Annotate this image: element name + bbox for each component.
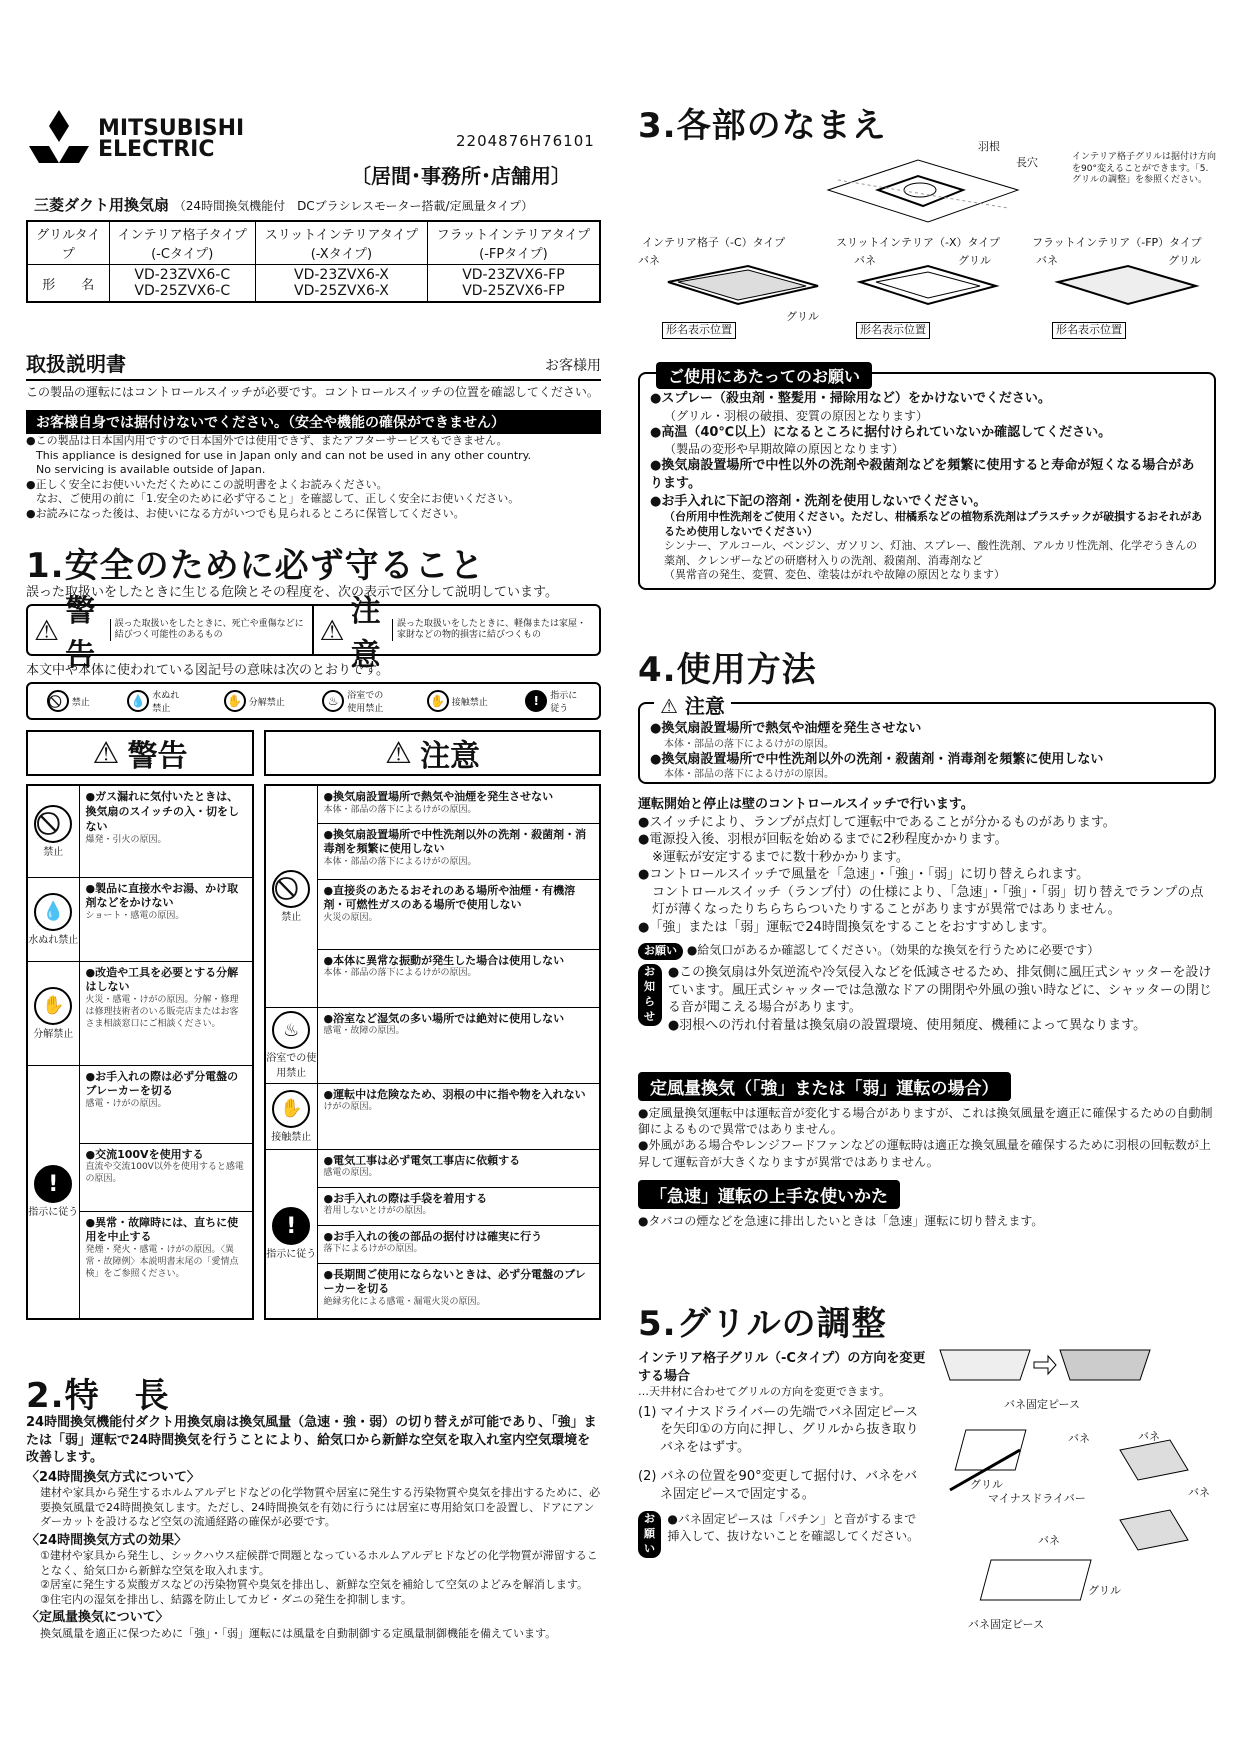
- s4-lead: 運転開始と停止は壁のコントロールスイッチで行います。: [638, 797, 974, 812]
- lbl-grill: グリル: [1088, 1584, 1121, 1597]
- label-wing: 羽根: [978, 140, 1000, 153]
- lbl-spring: バネ: [1188, 1486, 1210, 1499]
- s4-line: コントロールスイッチ（ランプ付）の仕様により、「急速」・「強」・「弱」切り替えでランプの点灯が薄くなったりちらちらついたりすることがありますが異常ではありません。: [652, 884, 1204, 918]
- req-line: シンナー、アルコール、ベンジン、ガソリン、灯油、スプレー、酸性洗剤、アルカリ性洗剤、化学ぞうきんの薬剤、クレンザーなどの研磨材入りの洗剤、殺菌剤、消毒剤など: [664, 539, 1198, 567]
- symbol-label: 分解禁止: [248, 697, 285, 708]
- spring-label: バネ: [638, 254, 660, 267]
- warning-sub: 直流や交流100V以外を使用すると感電の原因。: [85, 1162, 244, 1185]
- s4-caution-sub: 本体・部品の落下によるけがの原因。: [664, 769, 834, 781]
- s4-line: ●スイッチにより、ランプが点灯して運転中であることが分かるものがあります。: [638, 814, 1116, 830]
- s4-request: ●給気口があるか確認してください。（効果的な換気を行うために必要です）: [686, 943, 1100, 958]
- model-col2: スリットインテリアタイプ: [264, 228, 419, 243]
- lbl-spring: バネ: [1068, 1432, 1090, 1445]
- manual-for: お客様用: [545, 358, 601, 374]
- lbl-driver: マイナスドライバー: [988, 1492, 1086, 1505]
- type-x-label: スリットインテリア（-X）タイプ: [836, 236, 1000, 249]
- caution-text: ●浴室など湿気の多い場所では絶対に使用しない: [323, 1011, 565, 1025]
- caution-text: ●直接炎のあたるおそれのある場所や油煙・有機溶剤・可燃性ガスのある場所で使用しない: [323, 883, 576, 912]
- manual-line: なお、ご使用の前に「1.安全のために必ず守ること」を確認して、正しく安全にお使いください。: [36, 492, 520, 506]
- lbl-spring: バネ: [1138, 1430, 1160, 1443]
- s2-heading: 〈24時間換気方式の効果〉: [26, 1532, 188, 1548]
- model-col2b: (-Xタイプ): [310, 247, 373, 262]
- warning-header-icon: ⚠: [92, 735, 120, 771]
- s4-sub1-line: ●定風量換気運転中は運転音が変化する場合がありますが、これは換気風量を適正に確保するための自動制御によるもので異常ではありません。: [638, 1106, 1213, 1137]
- s4-sub1-title: 定風量換気（「強」または「弱」運転の場合）: [638, 1072, 1011, 1101]
- model-c2b: VD-25ZVX6-X: [294, 283, 389, 299]
- section5-title: 5.グリルの調整: [638, 1304, 887, 1344]
- row-icon-label: 接触禁止: [271, 1131, 312, 1143]
- caution-table: [264, 730, 601, 1320]
- plate-position: 形名表示位置: [856, 322, 930, 339]
- req-line: （台所用中性洗剤をご使用ください。ただし、柑橘系などの植物系洗剤はプラスチックが破損するおそれがあるため使用しないでください）: [664, 510, 1203, 538]
- req-line: ●スプレー（殺虫剤・整髪用・掃除用など）をかけないでください。: [650, 391, 1051, 406]
- model-c1a: VD-23ZVX6-C: [134, 267, 231, 283]
- s4-caution-text: ●換気扇設置場所で熱気や油煙を発生させない: [650, 721, 922, 736]
- req-line: （異常音の発生、変質、変色、塗装はがれや故障の原因となります）: [664, 568, 1005, 582]
- s2-paragraph: 24時間換気機能付ダクト用換気扇は換気風量（急速・強・弱）の切り替えが可能であり、「強」または「弱」運転で24時間換気を行うことにより、給気口から新鮮な空気を取入れ室内空気環境を改善します。: [26, 1415, 597, 1466]
- request-pill: お願い: [638, 943, 683, 960]
- s2-effect: ①建材や家具から発生し、シックハウス症候群で問題となっているホルムアルデヒドなどの化学物質が滞留することなく、給気口から新鮮な空気を取入れます。: [40, 1549, 598, 1577]
- req-line: （グリル・羽根の破損、変質の原因となります）: [664, 408, 929, 423]
- s5-body: [638, 1350, 928, 1558]
- caution-text: ●換気扇設置場所で熱気や油煙を発生させない: [323, 790, 554, 803]
- product-line: 三菱ダクト用換気扇: [34, 196, 170, 214]
- warning-text: ●交流100Vを使用する: [85, 1147, 204, 1161]
- no-bathroom-icon: ♨: [272, 1011, 310, 1049]
- caution-sub: 火災の原因。: [323, 913, 378, 924]
- prohibited-icon: [272, 870, 310, 908]
- symbol-label: 浴室での使用禁止: [347, 691, 384, 714]
- model-row-label: 形 名: [27, 265, 109, 303]
- s2-paragraph: 建材や家具から発生するホルムアルデヒドなどの化学物質や居室に発生する汚染物質や臭気を排出するために、必要換気風量で24時間換気します。ただし、24時間換気を有効に行うには居室に専用給気口を設置し、ドアにアンダーカットを設けるなど空気の流通経路の確保が必要です。: [40, 1486, 601, 1529]
- manual-line: This appliance is designed for use in Japan only and can not be used in any other country.: [36, 448, 532, 462]
- caution-text: ●お手入れの際は手袋を着用する: [323, 1191, 488, 1205]
- brand-line1: MITSUBISHI: [98, 116, 245, 141]
- caution-sub: けがの原因。: [323, 1102, 378, 1113]
- usage-requests-box: [638, 367, 1216, 590]
- s4-line: ●コントロールスイッチで風量を「急速」・「強」・「弱」に切り替えられます。: [638, 867, 1090, 883]
- manual-warning-bar: お客様自身では据付けないでください。（安全や機能の確保ができません）: [26, 410, 601, 434]
- caution-header-icon: ⚠: [385, 735, 412, 771]
- mitsubishi-logo-icon: [26, 108, 92, 166]
- type-fp-label: フラットインテリア（-FP）タイプ: [1032, 236, 1202, 249]
- spring-label: バネ: [854, 254, 876, 267]
- no-water-icon: 💧: [34, 893, 72, 931]
- req-line: ●換気扇設置場所で中性以外の洗剤や殺菌剤などを頻繁に使用すると寿命が短くなる場合があります。: [650, 458, 1195, 492]
- spring-label: バネ: [1036, 254, 1058, 267]
- brand-line2: ELECTRIC: [98, 137, 215, 162]
- grill-label: グリル: [1168, 254, 1201, 267]
- row-icon-label: 分解禁止: [33, 1028, 74, 1040]
- caution-text: ●お手入れの後の部品の据付けは確実に行う: [323, 1229, 543, 1243]
- s4-sub2-title: 「急速」運転の上手な使いかた: [638, 1180, 900, 1209]
- prohibited-icon: [47, 690, 69, 712]
- symbol-label: 水ぬれ禁止: [152, 691, 180, 714]
- caution-sub: 絶縁劣化による感電・漏電火災の原因。: [323, 1297, 486, 1308]
- req-line: ●高温（40℃以上）になるところに据付けられていないか確認してください。: [650, 424, 1112, 440]
- row-icon-label: 浴室での使用禁止: [266, 1053, 317, 1079]
- warning-text: ●製品に直接水やお湯、かけ取剤などをかけない: [85, 881, 239, 910]
- model-c2a: VD-23ZVX6-X: [294, 267, 389, 283]
- warning-text: ●ガス漏れに気付いたときは、換気扇のスイッチの入・切をしない: [85, 790, 240, 833]
- s5-step: (1) マイナスドライバーの先端でバネ固定ピースを矢印①の方向に押し、グリルから抜き取りバネをはずす。: [638, 1404, 919, 1455]
- caution-text: ●換気扇設置場所で中性洗剤以外の洗剤・殺菌剤・消毒剤を頻繁に使用しない: [323, 827, 587, 856]
- row-icon-label: 禁止: [281, 911, 302, 923]
- model-col3b: (-FPタイプ): [479, 247, 548, 262]
- s5-heading: インテリア格子グリル（-Cタイプ）の方向を変更する場合: [638, 1351, 926, 1384]
- orientation-note: インテリア格子グリルは据付け方向を90°変えることができます。「5.グリルの調整」を参照ください。: [1072, 152, 1217, 186]
- s4-caution-label: 注意: [684, 694, 725, 718]
- s4-line: ●「強」または「弱」運転で24時間換気をすることをおすすめします。: [638, 919, 1055, 935]
- lbl-grill: グリル: [970, 1478, 1003, 1491]
- row-icon-label: 指示に従う: [266, 1249, 317, 1261]
- s2-heading: 〈定風量換気について〉: [26, 1610, 169, 1626]
- product-sub: （24時間換気機能付 DCブラシレスモーター搭載/定風量タイプ）: [173, 199, 534, 213]
- req-line: （製品の変形や早期故障の原因となります）: [664, 442, 905, 457]
- warn-desc: 誤った取扱いをしたときに、死亡や重傷などに結びつく可能性のあるもの: [110, 619, 306, 642]
- warning-text: ●異常・故障時には、直ちに使用を中止する: [85, 1215, 239, 1244]
- model-col0: グリルタイプ: [27, 221, 109, 265]
- lbl-piece: バネ固定ピース: [968, 1618, 1045, 1631]
- warning-text: ●改造や工具を必要とする分解はしない: [85, 965, 239, 994]
- caution-text: ●本体に異常な振動が発生した場合は使用しない: [323, 953, 565, 967]
- s4-subsections: [638, 1072, 1216, 1229]
- caution-sub: 本体・部品の落下によるけがの原因。: [323, 857, 477, 868]
- manual-title: 取扱説明書: [26, 352, 126, 376]
- row-icon-label: 禁止: [43, 846, 64, 858]
- caution-text: ●運転中は危険なため、羽根の中に指や物を入れない: [323, 1087, 586, 1101]
- caution-sub: 落下によるけがの原因。: [323, 1244, 423, 1255]
- caution-sub: 感電・故障の原因。: [323, 1026, 405, 1037]
- manual-lines: [26, 434, 601, 521]
- caution-triangle-icon: ⚠: [660, 694, 678, 718]
- section1-intro: 誤った取扱いをしたときに生じる危険とその程度を、次の表示で区分して説明しています。: [26, 585, 558, 600]
- s5-step: (2) バネの位置を90°変更して据付け、バネをバネ固定ピースで固定する。: [638, 1469, 918, 1502]
- s4-line: ※運転が安定するまでに数十秒かかります。: [652, 849, 909, 865]
- requests-title: ご使用にあたってのお願い: [656, 362, 872, 389]
- s4-sub1-line: ●外風がある場合やレンジフードファンなどの運転時は適正な換気風量を確保するために羽根の回転数が上昇して運転音が大きくなりますが異常ではありません。: [638, 1138, 1211, 1169]
- symbol-label: 指示に従う: [550, 691, 578, 714]
- caution-sub: 本体・部品の落下によるけがの原因。: [323, 968, 477, 979]
- section2-title: 2.特 長: [26, 1376, 170, 1416]
- follow-instructions-icon: !: [525, 690, 547, 712]
- warning-sub: ショート・感電の原因。: [85, 911, 185, 922]
- model-col1: インテリア格子タイプ: [117, 228, 247, 243]
- grill-label: グリル: [786, 310, 819, 323]
- section3-title: 3.各部のなまえ: [638, 106, 887, 146]
- symbol-label: 禁止: [71, 697, 90, 708]
- prohibited-icon: [34, 805, 72, 843]
- request-pill: お願い: [638, 1511, 661, 1558]
- s5-request: ●バネ固定ピースは「パチン」と音がするまで挿入して、抜けないことを確認してください。: [667, 1512, 920, 1543]
- s4-body: [638, 796, 1216, 1034]
- warning-triangle-icon: ⚠: [34, 613, 60, 647]
- caution-sub: 着用しないとけがの原因。: [323, 1206, 432, 1217]
- symbol-intro: 本文中や本体に使われている図記号の意味は次のとおりです。: [26, 663, 389, 678]
- warning-table: [26, 730, 254, 1320]
- row-icon-label: 指示に従う: [28, 1207, 79, 1219]
- manual-line: ●この製品は日本国内用ですので日本国外では使用できず、またアフターサービスもできません。: [26, 434, 508, 447]
- caution-desc: 誤った取扱いをしたときに、軽傷または家屋・家財などの物的損害に結びつくもの: [392, 619, 593, 642]
- s4-info: ●この換気扇は外気逆流や冷気侵入などを低減させるため、排気側に風圧式シャッターを設けています。風圧式シャッターでは急激なドアの開閉や外風の強い時などに、シャッターの閉じる音が聞こえる場合があります。: [667, 965, 1212, 1016]
- caution-sub: 本体・部品の落下によるけがの原因。: [323, 804, 477, 815]
- model-c3a: VD-23ZVX6-FP: [462, 267, 565, 283]
- caution-triangle-icon: ⚠: [319, 613, 345, 647]
- follow-instructions-icon: !: [34, 1165, 72, 1203]
- s4-sub2-line: ●タバコの煙などを急速に排出したいときは「急速」運転に切り替えます。: [638, 1213, 1044, 1228]
- ceiling-diagram: [818, 150, 1028, 230]
- section4-title: 4.使用方法: [638, 650, 817, 690]
- plate-position: 形名表示位置: [1052, 322, 1126, 339]
- grill-label: グリル: [958, 254, 991, 267]
- warn-label: 警告: [65, 594, 96, 673]
- symbol-legend: [26, 682, 601, 720]
- model-col3: フラットインテリアタイプ: [436, 228, 591, 243]
- manual-note: この製品の運転にはコントロールスイッチが必要です。コントロールスイッチの位置を確認してください。: [26, 385, 599, 399]
- model-c3b: VD-25ZVX6-FP: [462, 283, 565, 299]
- no-water-icon: 💧: [127, 690, 149, 712]
- req-line: ●お手入れに下記の溶剤・洗剤を使用しないでください。: [650, 493, 987, 509]
- follow-instructions-icon: !: [272, 1207, 310, 1245]
- plate-position: 形名表示位置: [662, 322, 736, 339]
- warning-sub: 爆発・引火の原因。: [85, 834, 167, 845]
- no-disassembly-icon: ✋: [34, 987, 72, 1025]
- no-bathroom-icon: ♨: [322, 690, 344, 712]
- no-touch-icon: ✋: [427, 690, 449, 712]
- no-touch-icon: ✋: [272, 1090, 310, 1128]
- manual-line: ●お読みになった後は、お使いになる方がいつでも見られるところに保管してください。: [26, 506, 465, 520]
- lbl-spring: バネ: [1038, 1534, 1060, 1547]
- no-disassembly-icon: ✋: [224, 690, 246, 712]
- caution-label: 注意: [350, 594, 381, 673]
- section1-title: 1.安全のために必ず守ること: [26, 546, 485, 586]
- s2-effect: ③住宅内の湿気を排出し、結露を防止してカビ・ダニの発生を抑制します。: [40, 1592, 412, 1606]
- label-hole: 長穴: [1016, 156, 1038, 169]
- row-icon-label: 水ぬれ禁止: [28, 934, 79, 946]
- symbol-label: 接触禁止: [451, 697, 488, 708]
- caution-sub: 感電の原因。: [323, 1168, 378, 1179]
- s2-heading: 〈24時間換気方式について〉: [26, 1469, 200, 1485]
- warning-header: 警告: [127, 739, 188, 774]
- s4-caution-sub: 本体・部品の落下によるけがの原因。: [664, 738, 834, 750]
- model-col1b: (-Cタイプ): [151, 247, 214, 262]
- caution-text: ●長期間ご使用にならないときは、必ず分電盤のブレーカーを切る: [323, 1267, 586, 1296]
- section2-body: [26, 1414, 601, 1641]
- document-code: 2204876H76101: [456, 132, 595, 150]
- s4-caution-text: ●換気扇設置場所で中性洗剤以外の洗剤・殺菌剤・消毒剤を頻繁に使用しない: [650, 751, 1104, 767]
- usage-label: 〔居間･事務所･店舗用〕: [351, 164, 571, 188]
- manual-line: ●正しく安全にお使いいただくためにこの説明書をよくお読みください。: [26, 477, 388, 491]
- s2-effect: ②居室に発生する炭酸ガスなどの汚染物質や臭気を排出し、新鮮な空気を補給して空気のよどみを解消します。: [40, 1578, 588, 1592]
- warning-text: ●お手入れの際は必ず分電盤のブレーカーを切る: [85, 1069, 239, 1098]
- caution-header: 注意: [419, 739, 480, 774]
- manual-line: No servicing is available outside of Japan.: [36, 463, 266, 477]
- warning-sub: 感電・けがの原因。: [85, 1099, 167, 1110]
- s5-paragraph: …天井材に合わせてグリルの方向を変更できます。: [638, 1385, 891, 1399]
- warning-sub: 発煙・発火・感電・けがの原因。〈異常・故障例〉本説明書末尾の「愛情点検」をご参照ください。: [85, 1245, 239, 1279]
- model-c1b: VD-25ZVX6-C: [134, 283, 231, 299]
- s2-paragraph: 換気風量を適正に保つために「強」・「弱」運転には風量を自動制御する定風量制御機能を備えています。: [40, 1626, 557, 1640]
- s4-caution-box: [638, 694, 1216, 784]
- s4-line: ●電源投入後、羽根が回転を始めるまでに2秒程度かかります。: [638, 832, 1008, 848]
- s4-info: ●羽根への汚れ付着量は換気扇の設置環境、使用頻度、機種によって異なります。: [667, 1017, 1147, 1033]
- model-table: [26, 220, 601, 303]
- caution-text: ●電気工事は必ず電気工事店に依頼する: [323, 1153, 521, 1167]
- warning-sub: 火災・感電・けがの原因。分解・修理は修理技術者のいる販売店またはお客さま相談窓口にご相談ください。: [85, 995, 239, 1029]
- lbl-piece: バネ固定ピース: [1004, 1398, 1081, 1411]
- info-pill: お知らせ: [638, 964, 662, 1025]
- type-c-label: インテリア格子（-C）タイプ: [642, 236, 786, 249]
